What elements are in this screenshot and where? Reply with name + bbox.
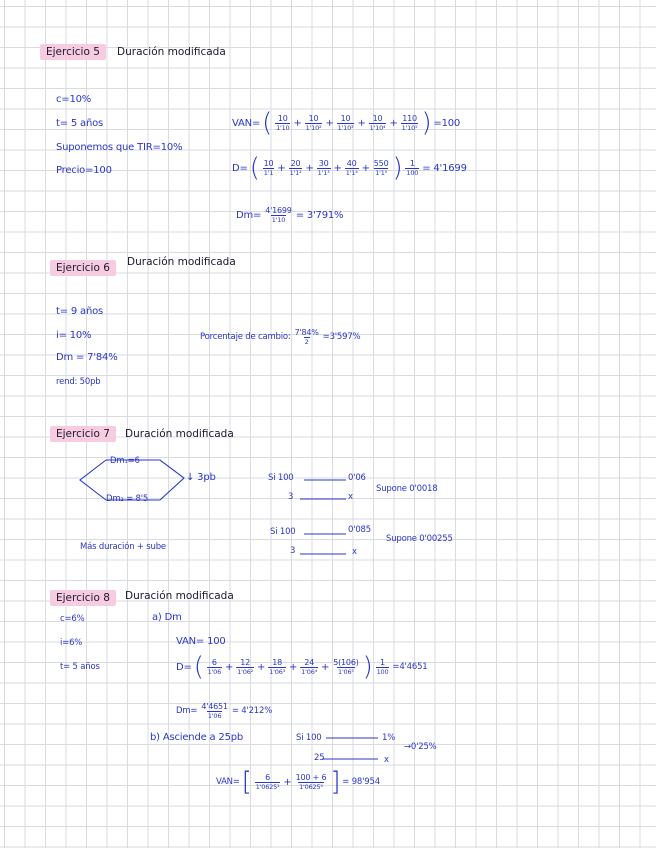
ex8-rule-25: 25 (314, 753, 325, 763)
ex7-rule2-3: 3 (290, 546, 296, 556)
ex7-rule1-si: Si 100 (268, 473, 294, 483)
ex8-dm-label: Dm= (176, 706, 198, 716)
ex7-rule2-x: x (352, 547, 357, 557)
ex6-rend: rend: 50pb (56, 377, 101, 387)
ex7-note: Más duración + sube (80, 542, 166, 552)
ex8-part-a: a) Dm (152, 612, 182, 623)
fraction: $\frac{6}{\text{1'0625¹}}$ (255, 773, 280, 791)
ex6-dm: Dm = 7'84% (56, 352, 118, 363)
fraction: $\frac{30}{\text{1'1³}}$ (317, 159, 330, 177)
ex5-dm-result: = 3'791% (295, 209, 344, 221)
fraction: $\frac{110}{\text{1'10⁵}}$ (401, 114, 418, 132)
fraction: $\frac{4'4651}{1'06}$ (201, 702, 228, 720)
ex7-rule1-value: 0'06 (348, 473, 366, 483)
left-bracket-icon (80, 460, 106, 500)
close-paren: ) (392, 153, 403, 183)
ex5-dm-label: Dm= (236, 209, 262, 221)
ex5-d-result: = 4'1699 (422, 162, 467, 174)
ex5-assumption: Suponemos que TIR=10% (56, 142, 183, 153)
ex6-rate: i= 10% (56, 330, 92, 341)
ex7-rule2-value: 0'085 (348, 525, 371, 535)
ex5-coupon: c=10% (56, 94, 92, 105)
ex8-label: Ejercicio 8 (50, 590, 116, 606)
ex8-van2-equation: VAN= [ $\frac{6}{\text{1'0625¹}}$ + $\frac{100 + 6}{\text{1'0625⁵}}$ ] = 98'954 (216, 767, 380, 797)
ex8-van2-label: VAN= (216, 777, 240, 787)
ex8-dm-result: = 4'212% (231, 706, 273, 716)
ex8-coupon: c=6% (60, 614, 85, 624)
fraction: $\frac{12}{\text{1'06²}}$ (237, 658, 254, 676)
close-bracket: ] (330, 767, 341, 797)
ex5-label: Ejercicio 5 (40, 44, 106, 60)
open-paren: ( (262, 108, 273, 138)
ex7-rule1-result: Supone 0'0018 (376, 484, 438, 494)
open-paren: ( (249, 153, 260, 183)
ex7-topic: Duración modificada (125, 428, 234, 440)
ex7-dm1: Dm₁=6 (110, 456, 140, 466)
ex8-term: t= 5 años (60, 662, 100, 672)
fraction: $\frac{40}{\text{1'1⁴}}$ (345, 159, 358, 177)
ex7-label: Ejercicio 7 (50, 426, 116, 442)
fraction: $\frac{10}{\text{1'10³}}$ (337, 114, 354, 132)
ex5-van-result: =100 (433, 117, 461, 129)
ex6-label: Ejercicio 6 (50, 260, 116, 276)
ex5-van-label: VAN= (232, 117, 261, 129)
fraction: $\frac{10}{\text{1'10²}}$ (305, 114, 322, 132)
ex7-rule2-result: Supone 0'00255 (386, 534, 453, 544)
ex8-rule-pct: 1% (382, 733, 396, 743)
fraction: $\frac{20}{\text{1'1²}}$ (289, 159, 302, 177)
fraction: $\frac{550}{\text{1'1⁵}}$ (373, 159, 389, 177)
fraction: $\frac{6}{1'06}$ (207, 658, 222, 676)
fraction: $\frac{7'84\%}{2}$ (294, 328, 319, 346)
fraction: $\frac{5(106)}{\text{1'06⁵}}$ (333, 658, 359, 676)
ex8-part-b: b) Asciende a 25pb (150, 732, 244, 743)
close-paren: ) (421, 108, 432, 138)
open-paren: ( (193, 652, 204, 682)
open-bracket: [ (241, 767, 252, 797)
ex7-rule1-3: 3 (288, 492, 294, 502)
ex7-rule2-si: Si 100 (270, 527, 296, 537)
ex8-rate: i=6% (60, 638, 83, 648)
ex8-rule-x: x (384, 755, 389, 765)
ex5-d-label: D= (232, 162, 248, 174)
ex8-van: VAN= 100 (176, 636, 226, 647)
ex5-price: Precio=100 (56, 165, 112, 176)
fraction: $\frac{10}{1'1}$ (263, 159, 274, 177)
ex5-term: t= 5 años (56, 118, 104, 129)
fraction: $\frac{10}{\text{1'10⁴}}$ (369, 114, 386, 132)
fraction: $\frac{100 + 6}{\text{1'0625⁵}}$ (295, 773, 327, 791)
ex8-rule-result: →0'25% (404, 742, 437, 752)
fraction: $\frac{18}{\text{1'06³}}$ (269, 658, 286, 676)
ex6-topic: Duración modificada (127, 256, 236, 268)
ex8-topic: Duración modificada (125, 590, 234, 602)
fraction: $\frac{1}{100}$ (376, 658, 389, 676)
ex5-van-equation: VAN= ( $\frac{10}{1'10}$ + $\frac{10}{\text{1'10²}}$ + $\frac{10}{\text{1'10³}}$ + $\frac{10}{\text{1'10⁴}}$ + $\frac{110}{\text{1'10⁵}}$ ) =100 (232, 108, 461, 138)
fraction: $\frac{24}{\text{1'06⁴}}$ (301, 658, 318, 676)
close-paren: ) (362, 652, 373, 682)
ex8-dm-equation (176, 702, 272, 720)
ex8-d-label: D= (176, 661, 192, 673)
ex7-dm2: Dm₂ = 8'5 (106, 494, 149, 504)
ex6-pct-result: =3'597% (322, 332, 361, 342)
fraction: $\frac{1}{100}$ (406, 159, 419, 177)
ex8-van2-result: = 98'954 (342, 777, 380, 787)
ex8-rule-si: Si 100 (296, 733, 322, 743)
ex6-pct-label: Porcentaje de cambio: (200, 332, 291, 342)
fraction: $\frac{4'1699}{1'10}$ (265, 206, 292, 224)
ex8-d-result: =4'4651 (392, 662, 428, 672)
ex5-duration-equation: D= ( $\frac{10}{1'1}$ + $\frac{20}{\text{1'1²}}$ + $\frac{30}{\text{1'1³}}$ + $\frac{40}{\text{1'1⁴}}$ + $\frac{550}{\text{1'1⁵}}$ ) $\frac{1}{100}$ = 4'1699 (232, 153, 467, 183)
ex8-header (50, 586, 234, 605)
ex7-change: ↓ 3pb (186, 472, 216, 483)
ex8-duration-equation: D= ( $\frac{6}{1'06}$ + $\frac{12}{\text{1'06²}}$ + $\frac{18}{\text{1'06³}}$ + $\frac{24}{\text{1'06⁴}}$ + $\frac{5(106)}{\text{1'06⁵}}$ ) $\frac{1}{100}$ =4'4651 (176, 652, 428, 682)
fraction: $\frac{10}{1'10}$ (276, 114, 290, 132)
ex7-rule1-x: x (348, 492, 353, 502)
ex5-topic: Duración modificada (117, 46, 226, 58)
ex6-term: t= 9 años (56, 306, 104, 317)
